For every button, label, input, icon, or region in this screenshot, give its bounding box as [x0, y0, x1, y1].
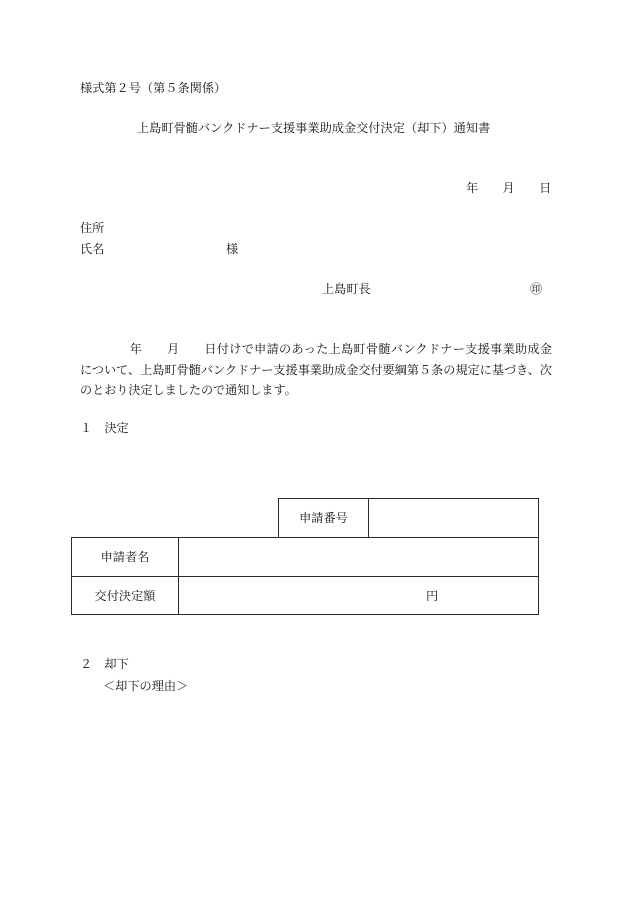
date-line: 年 月 日 [466, 181, 552, 195]
applicant-name-label: 申請者名 [100, 550, 150, 564]
body-line: 年 月 日付けで申請のあった上島町骨髄バンクドナー支援事業助成金 [80, 342, 552, 356]
rejection-reason-label: ＜却下の理由＞ [103, 679, 189, 693]
applicant-name-label-cell [71, 537, 179, 577]
honorific: 様 [226, 242, 239, 256]
grant-amount-label: 交付決定額 [94, 588, 156, 603]
application-number-label: 申請番号 [299, 511, 348, 525]
body-line: のとおり決定しましたので通知します。 [80, 383, 297, 397]
applicant-name-value-cell [178, 537, 539, 577]
address-label: 住所 [80, 221, 105, 235]
name-label: 氏名 [80, 242, 105, 256]
body-line: について、上島町骨髄バンクドナー支援事業助成金交付要綱第５条の規定に基づき、次 [80, 363, 552, 377]
form-number: 様式第２号（第５条関係） [80, 81, 227, 95]
section-rejection-heading: ２ 却下 [80, 657, 129, 671]
section-decision-heading: １ 決定 [80, 421, 129, 435]
issuer-name: 上島町長 [322, 282, 371, 296]
application-number-value-cell [368, 498, 539, 538]
application-number-label-cell [278, 498, 369, 538]
grant-amount-label-cell [71, 576, 179, 615]
seal-mark: ㊞ [530, 282, 543, 296]
document-title: 上島町骨髄バンクドナー支援事業助成金交付決定（却下）通知書 [137, 121, 491, 135]
grant-amount-value-cell [178, 576, 539, 615]
grant-amount-unit: 円 [426, 588, 439, 603]
